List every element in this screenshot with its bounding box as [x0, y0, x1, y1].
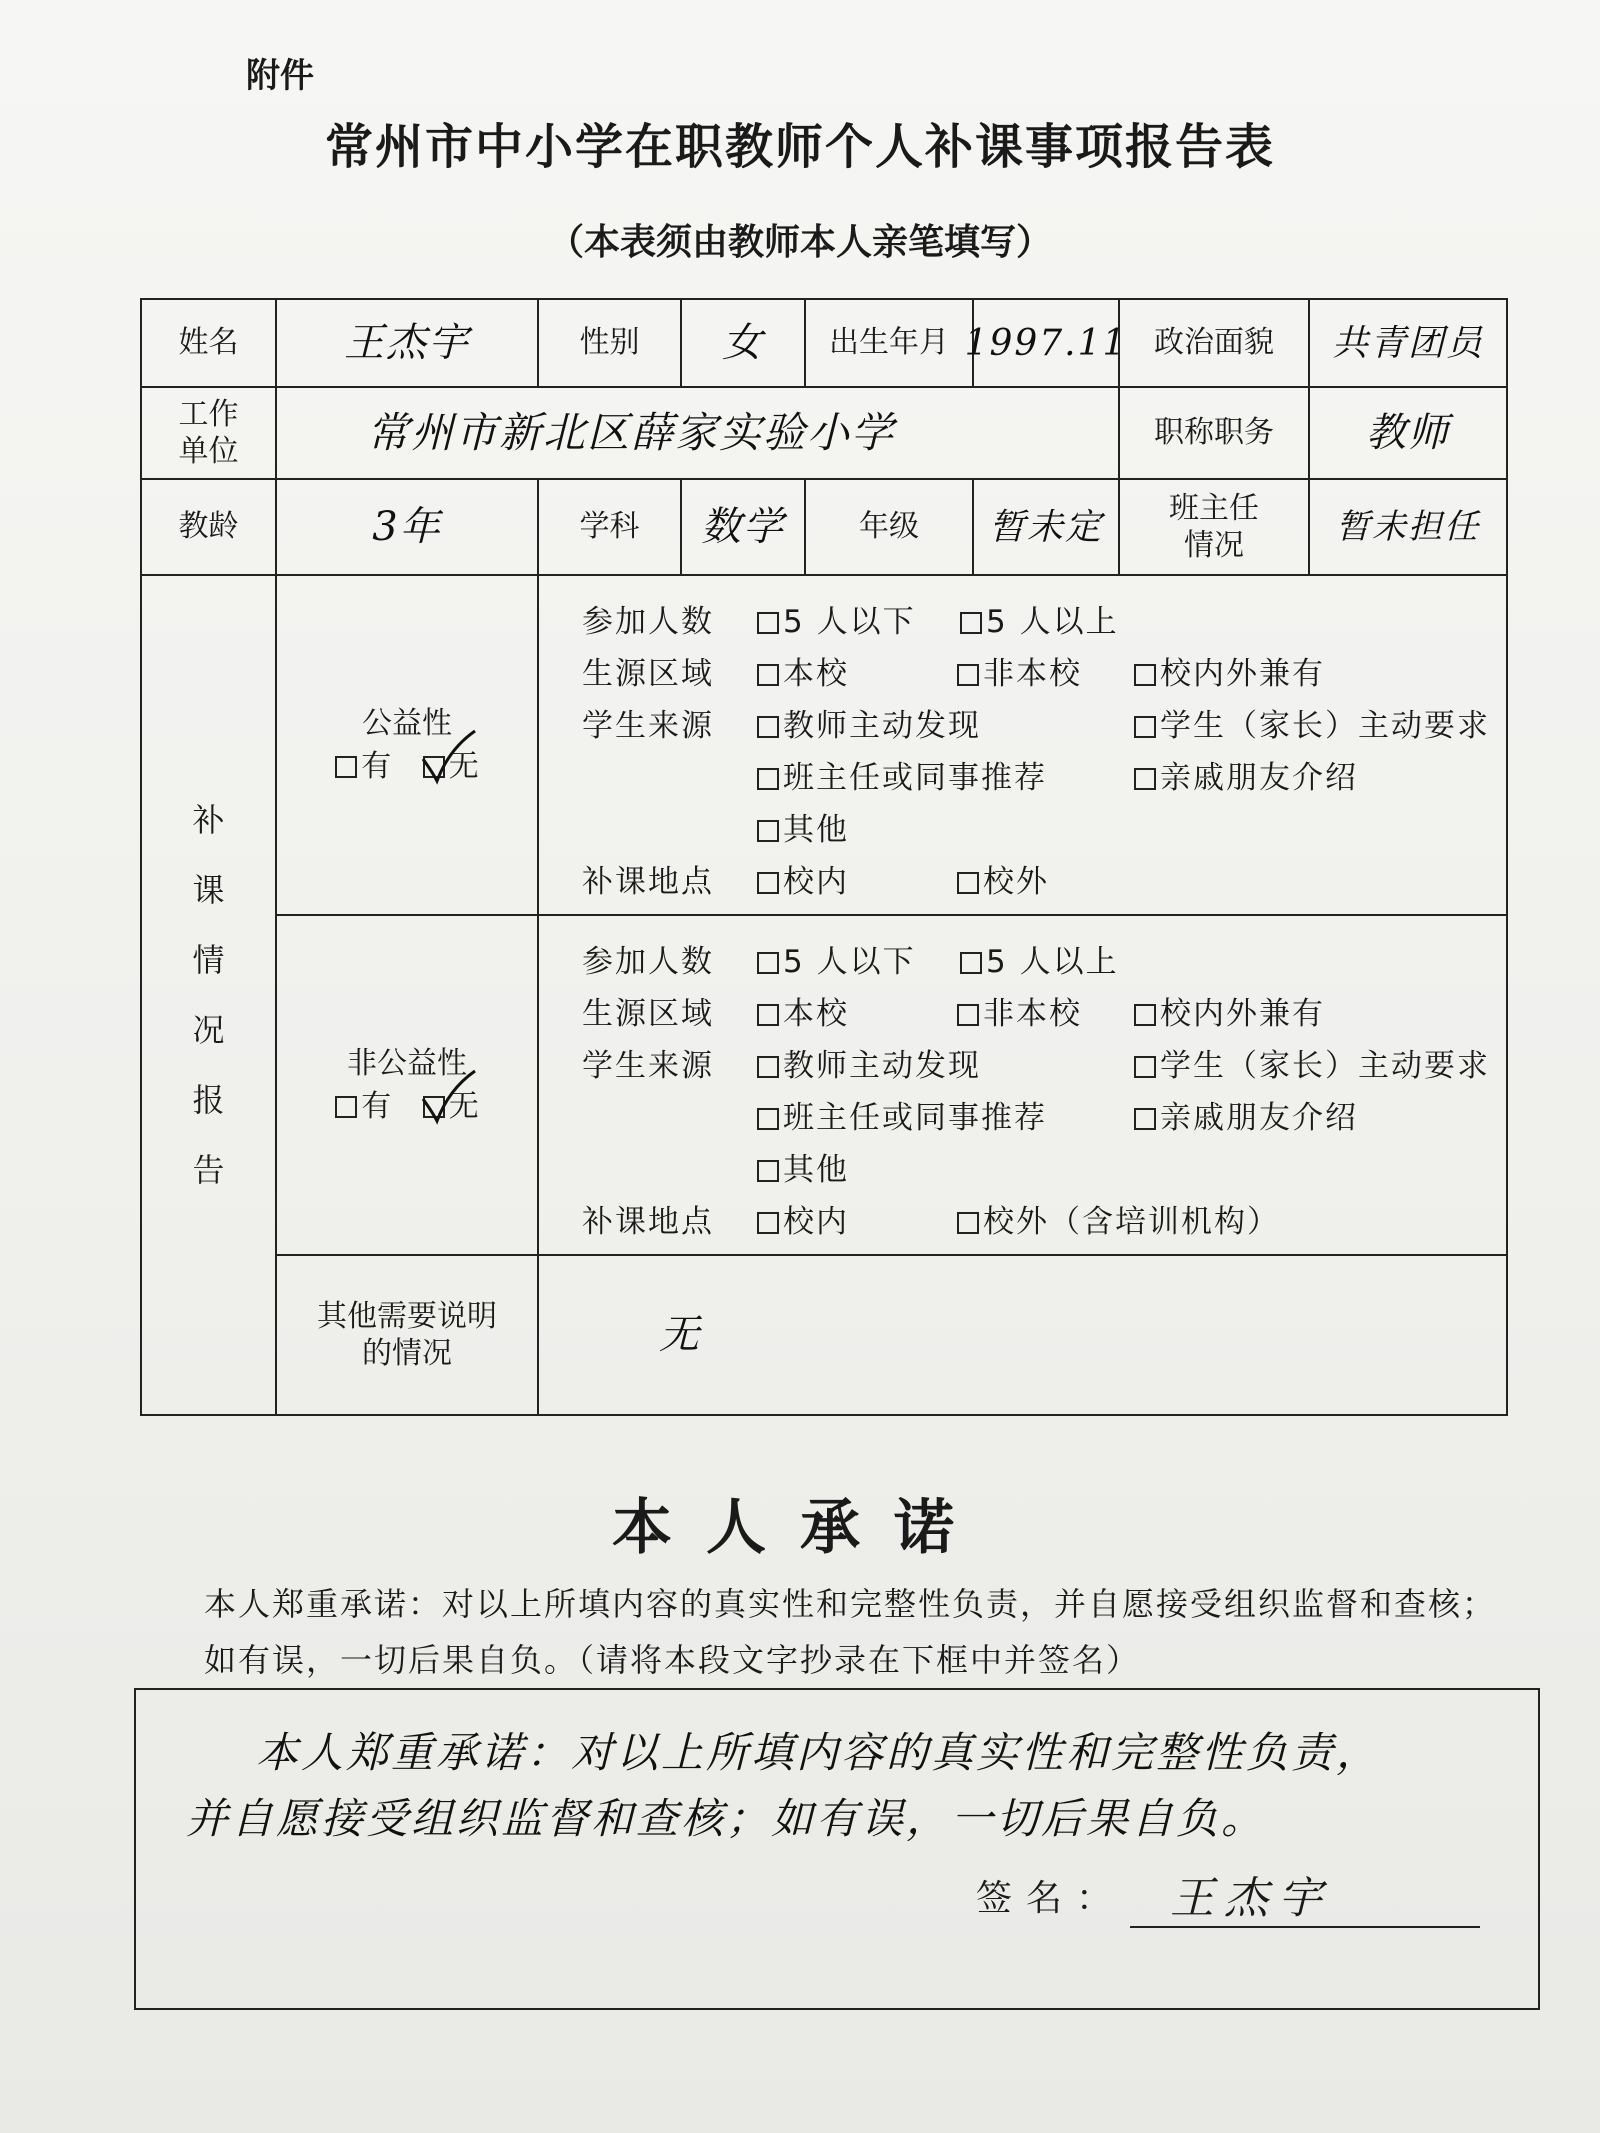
pledge-title: 本人承诺 [612, 1493, 988, 1563]
signature-value: 王杰宇 [1130, 1862, 1480, 1928]
public-has-label: 有 [361, 749, 392, 784]
birth-value: 1997.11 [974, 300, 1120, 388]
public-label: 公益性 [362, 705, 452, 741]
public-source-other[interactable]: 其他 [757, 804, 849, 849]
title-label: 职称职务 [1120, 388, 1310, 480]
nonpublic-source-other[interactable]: 其他 [757, 1144, 849, 1189]
public-source-label: 学生来源 [582, 708, 714, 744]
public-count-label: 参加人数 [582, 604, 714, 640]
nonpublic-area-both[interactable]: 校内外兼有 [1134, 988, 1325, 1033]
form-title: 常州市中小学在职教师个人补课事项报告表 [324, 119, 1275, 175]
check-mark-icon [419, 1069, 479, 1125]
grade-label: 年级 [806, 480, 974, 576]
report-side-label [142, 576, 277, 1414]
attachment-label: 附件 [246, 56, 314, 96]
nonpublic-source-referral[interactable]: 班主任或同事推荐 [757, 1092, 1047, 1137]
public-area-both[interactable]: 校内外兼有 [1134, 648, 1325, 693]
other-notes-label: 其他需要说明 的情况 [277, 1256, 539, 1414]
side-char: 情 [192, 941, 225, 979]
public-area-other-school[interactable]: 非本校 [957, 648, 1082, 693]
public-place-label: 补课地点 [582, 864, 714, 900]
nonpublic-options [582, 936, 1490, 1256]
headteacher-value: 暂未担任 [1310, 480, 1506, 576]
public-place-inside[interactable]: 校内 [757, 856, 849, 901]
gender-value: 女 [682, 300, 806, 388]
years-value: 3年 [277, 480, 539, 576]
nonpublic-none-label: 无 [448, 1089, 479, 1124]
signature-label: 签名： [976, 1878, 1127, 1919]
public-area-label: 生源区域 [582, 656, 714, 692]
side-char: 报 [192, 1081, 225, 1119]
years-label: 教龄 [142, 480, 277, 576]
public-none-option[interactable] [423, 749, 479, 784]
public-label-cell [277, 576, 539, 916]
public-place-outside[interactable]: 校外 [957, 856, 1049, 901]
title-value: 教师 [1310, 388, 1506, 480]
other-notes-value: 无 [659, 1312, 701, 1358]
side-char: 况 [192, 1011, 225, 1049]
nonpublic-choice [335, 1088, 479, 1126]
subject-label: 学科 [539, 480, 682, 576]
political-label: 政治面貌 [1120, 300, 1310, 388]
nonpublic-none-option[interactable] [423, 1089, 479, 1124]
political-value: 共青团员 [1310, 300, 1506, 388]
nonpublic-place-label: 补课地点 [582, 1204, 714, 1240]
public-count-under5[interactable]: 5 人以下 [757, 596, 916, 641]
side-char: 课 [192, 871, 225, 909]
nonpublic-count-under5[interactable]: 5 人以下 [757, 936, 916, 981]
public-choice [335, 748, 479, 786]
pledge-handwritten-line-1: 本人郑重承诺：对以上所填内容的真实性和完整性负责， [256, 1728, 1382, 1777]
nonpublic-source-relatives[interactable]: 亲戚朋友介绍 [1134, 1092, 1358, 1137]
nonpublic-label-cell [277, 916, 539, 1256]
gender-label: 性别 [539, 300, 682, 388]
name-value: 王杰宇 [277, 300, 539, 388]
public-options [582, 596, 1490, 916]
public-source-relatives[interactable]: 亲戚朋友介绍 [1134, 752, 1358, 797]
nonpublic-place-inside[interactable]: 校内 [757, 1196, 849, 1241]
public-source-referral[interactable]: 班主任或同事推荐 [757, 752, 1047, 797]
public-count-over5[interactable]: 5 人以上 [960, 596, 1119, 641]
nonpublic-source-teacher[interactable]: 教师主动发现 [757, 1040, 981, 1085]
public-none-label: 无 [448, 749, 479, 784]
birth-label: 出生年月 [806, 300, 974, 388]
nonpublic-place-outside[interactable]: 校外（含培训机构） [957, 1196, 1280, 1241]
nonpublic-area-label: 生源区域 [582, 996, 714, 1032]
nonpublic-label: 非公益性 [347, 1045, 467, 1081]
public-area-our-school[interactable]: 本校 [757, 648, 849, 693]
nonpublic-source-parent[interactable]: 学生（家长）主动要求 [1134, 1040, 1490, 1085]
grade-value: 暂未定 [974, 480, 1120, 576]
pledge-handwritten-line-2: 并自愿接受组织监督和查核；如有误，一切后果自负。 [186, 1794, 1267, 1843]
check-mark-icon [419, 729, 479, 785]
nonpublic-area-our-school[interactable]: 本校 [757, 988, 849, 1033]
nonpublic-source-label: 学生来源 [582, 1048, 714, 1084]
public-source-teacher[interactable]: 教师主动发现 [757, 700, 981, 745]
nonpublic-count-over5[interactable]: 5 人以上 [960, 936, 1119, 981]
subject-value: 数学 [682, 480, 806, 576]
side-char: 补 [192, 801, 225, 839]
side-char: 告 [192, 1151, 225, 1189]
public-source-parent[interactable]: 学生（家长）主动要求 [1134, 700, 1490, 745]
nonpublic-has-checkbox[interactable] [335, 1096, 357, 1118]
nonpublic-area-other-school[interactable]: 非本校 [957, 988, 1082, 1033]
form-subtitle: （本表须由教师本人亲笔填写） [547, 222, 1052, 263]
report-form-table [140, 298, 1508, 1416]
headteacher-label: 班主任 情况 [1120, 480, 1310, 576]
nonpublic-has-label: 有 [361, 1089, 392, 1124]
pledge-instruction-text: 本人郑重承诺：对以上所填内容的真实性和完整性负责，并自愿接受组织监督和查核；如有误，一切后果自负。（请将本段文字抄录在下框中并签名） [204, 1585, 1497, 1679]
nonpublic-count-label: 参加人数 [582, 944, 714, 980]
public-has-checkbox[interactable] [335, 756, 357, 778]
unit-value: 常州市新北区薛家实验小学 [277, 388, 1120, 480]
name-label: 姓名 [142, 300, 277, 388]
unit-label: 工作 单位 [142, 388, 277, 480]
